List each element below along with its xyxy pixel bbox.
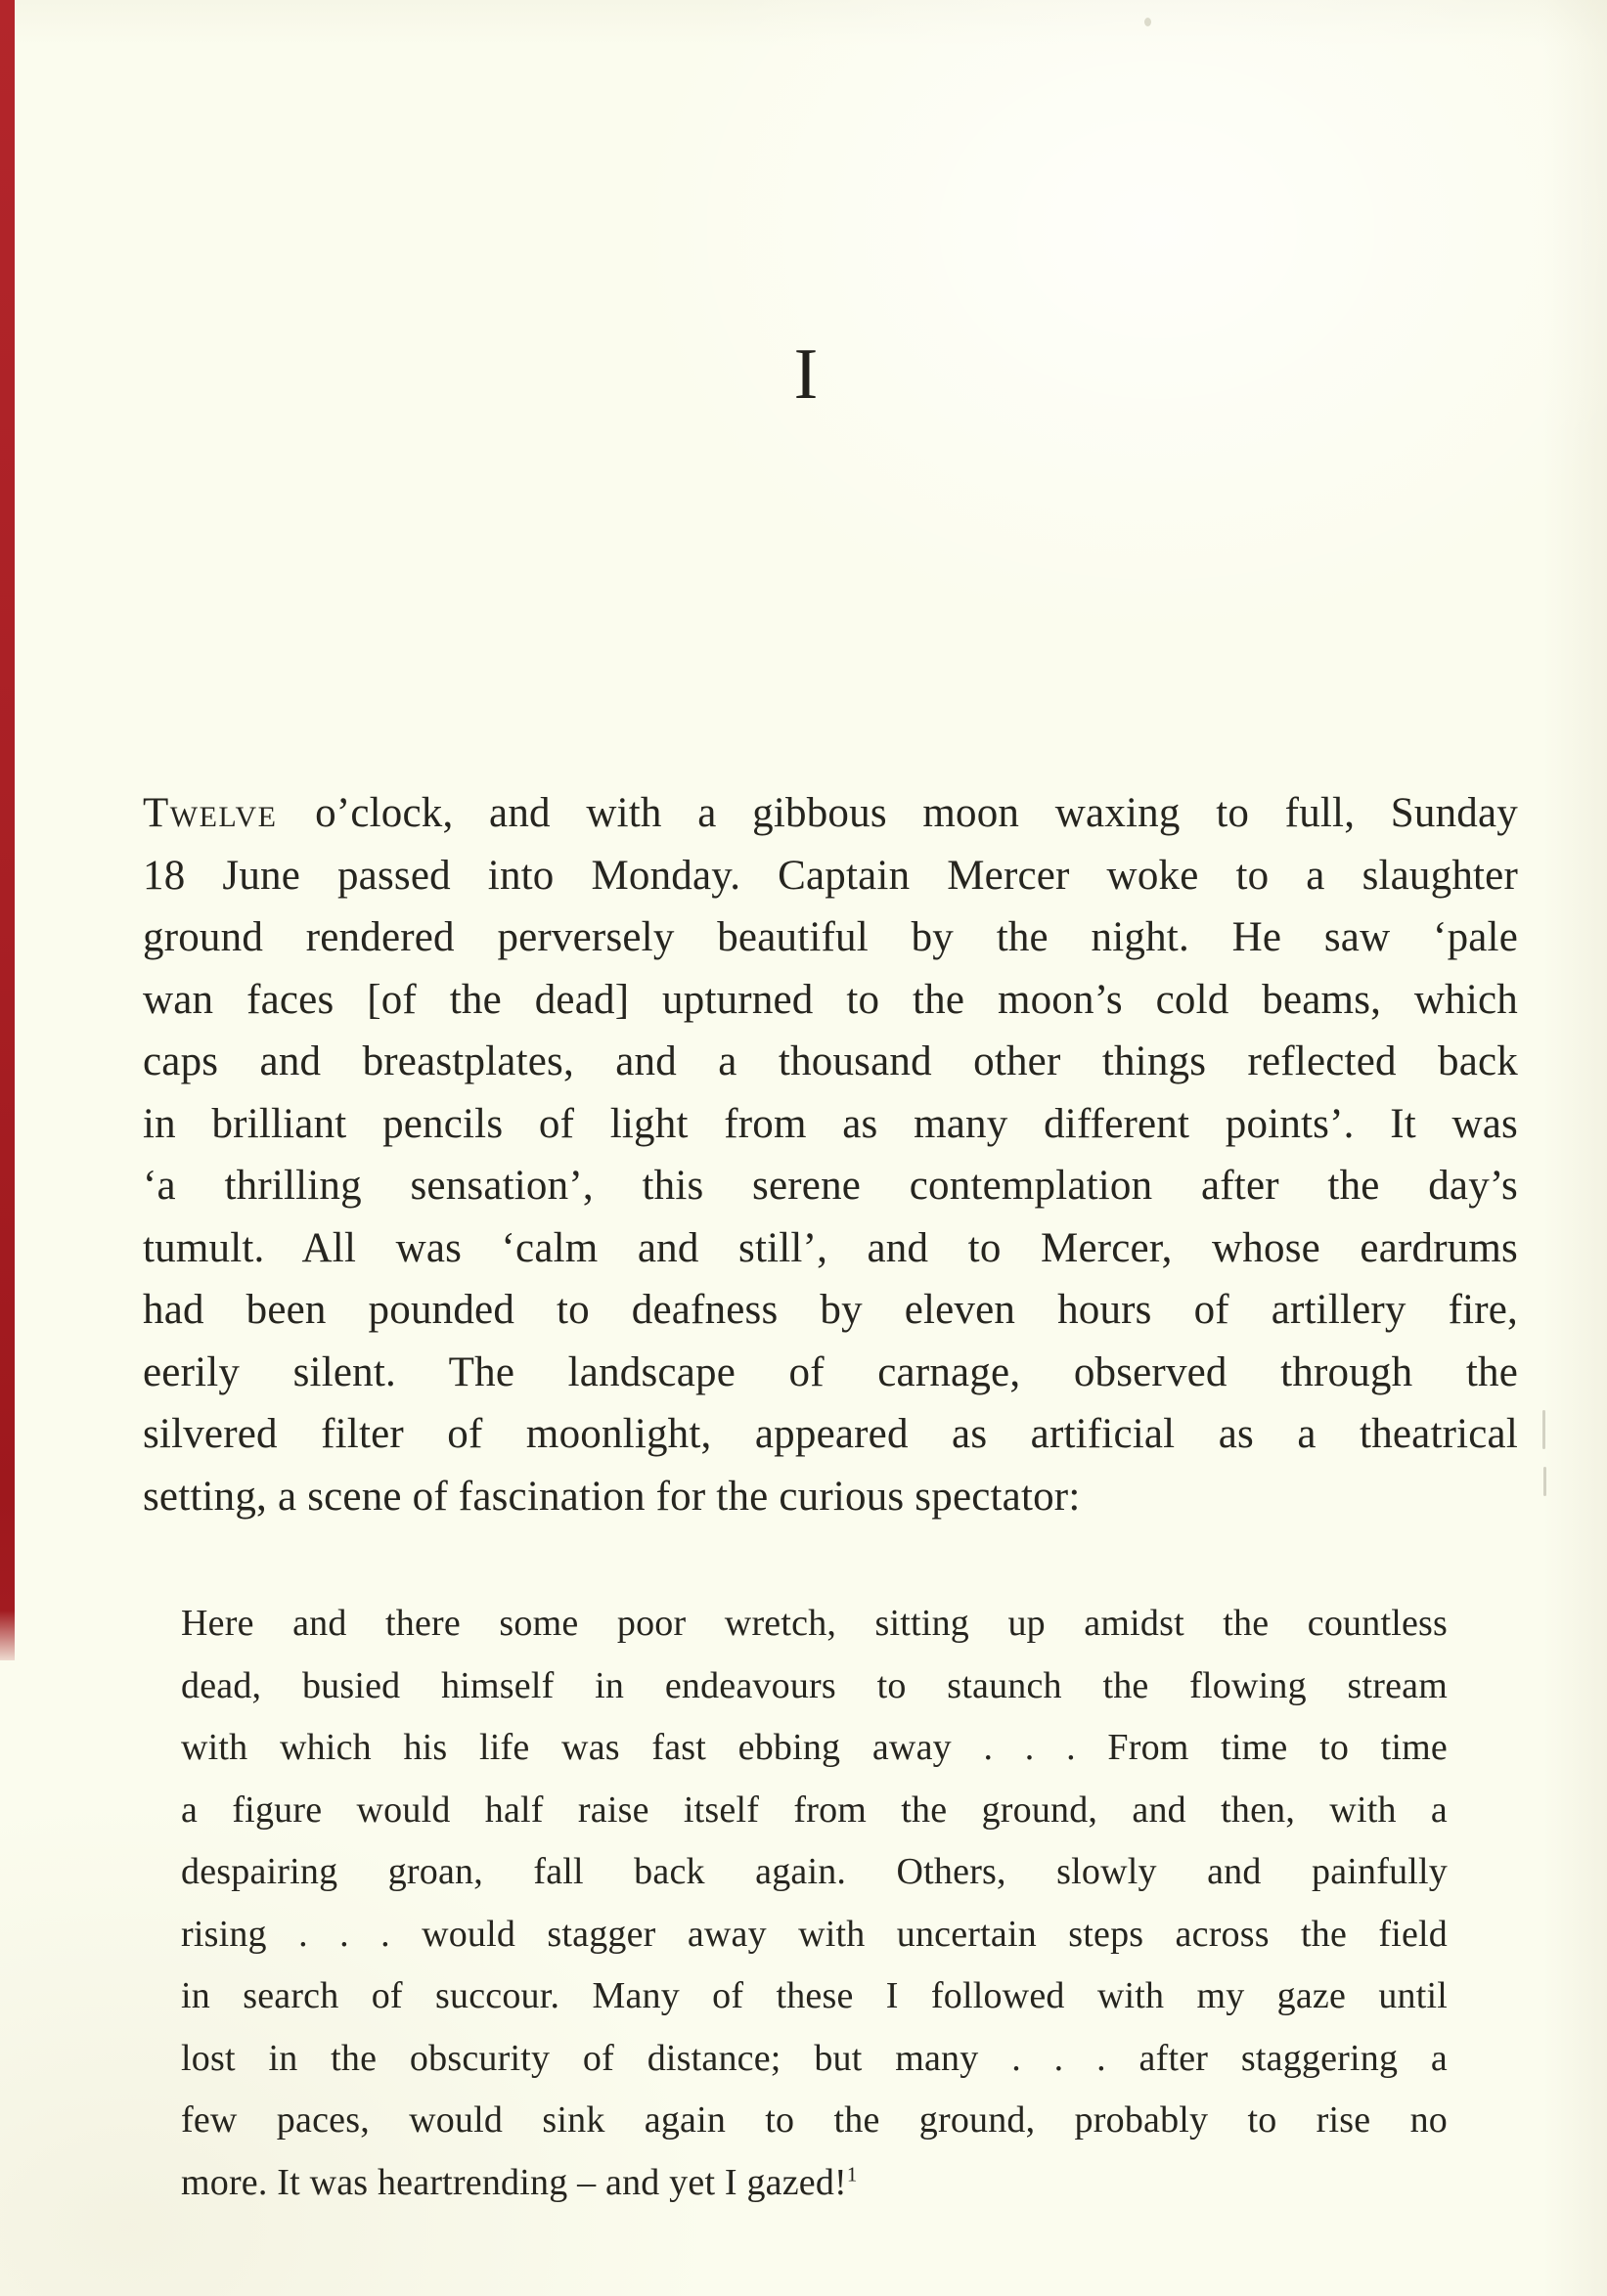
body-text-line: 18 June passed into Monday. Captain Mercer woke to a slaughter (143, 852, 1518, 899)
chapter-number-heading: I (793, 334, 819, 415)
body-text-line: wan faces [of the dead] upturned to the moon’s cold beams, which (143, 976, 1518, 1023)
scan-artifact-mark (1542, 1410, 1545, 1449)
scan-speck (1144, 18, 1151, 26)
footnote-marker: 1 (846, 2161, 858, 2186)
quote-text-line: few paces, would sink again to the ground, probably to rise no (181, 2099, 1448, 2141)
lead-word-smallcaps: Twelve (143, 790, 278, 836)
quote-text-line: with which his life was fast ebbing away . . . From time to time (181, 1727, 1448, 1768)
quote-text-line: a figure would half raise itself from the ground, and then, with a (181, 1788, 1448, 1831)
body-text-line: had been pounded to deafness by eleven hours of artillery fire, (143, 1287, 1518, 1333)
quote-text-line: despairing groan, fall back again. Others, slowly and painfully (181, 1851, 1448, 1892)
body-text-line: tumult. All was ‘calm and still’, and to Mercer, whose eardrums (143, 1224, 1518, 1271)
body-paragraph (143, 782, 1518, 1527)
book-binding-stripe (0, 0, 15, 1660)
quote-text-line: Here and there some poor wretch, sitting up amidst the countless (181, 1603, 1448, 1644)
scan-artifact-mark (1543, 1467, 1546, 1496)
body-text-line: eerily silent. The landscape of carnage, observed through the (143, 1348, 1518, 1395)
body-text-line: caps and breastplates, and a thousand other things reflected back (143, 1038, 1518, 1084)
body-text-line: ground rendered perversely beautiful by the night. He saw ‘pale (143, 914, 1518, 960)
body-text-line: ‘a thrilling sensation’, this serene contemplation after the day’s (143, 1163, 1518, 1209)
body-text-line: silvered filter of moonlight, appeared as artificial as a theatrical (143, 1411, 1518, 1457)
quote-text-line: more. It was heartrending – and yet I gazed!$^1$ (181, 2161, 858, 2203)
quote-text-line: lost in the obscurity of distance; but many . . . after staggering a (181, 2037, 1448, 2079)
quote-text-line: in search of succour. Many of these I followed with my gaze until (181, 1975, 1448, 2016)
body-text-line: Twelve o’clock, and with a gibbous moon waxing to full, Sunday (143, 790, 1518, 836)
body-text-line: in brilliant pencils of light from as many different points’. It was (143, 1100, 1518, 1147)
quote-text-line: dead, busied himself in endeavours to staunch the flowing stream (181, 1664, 1448, 1706)
body-text-line: setting, a scene of fascination for the curious spectator: (143, 1473, 1081, 1520)
block-quote (181, 1593, 1448, 2214)
quote-text-line: rising . . . would stagger away with uncertain steps across the field (181, 1913, 1448, 1955)
